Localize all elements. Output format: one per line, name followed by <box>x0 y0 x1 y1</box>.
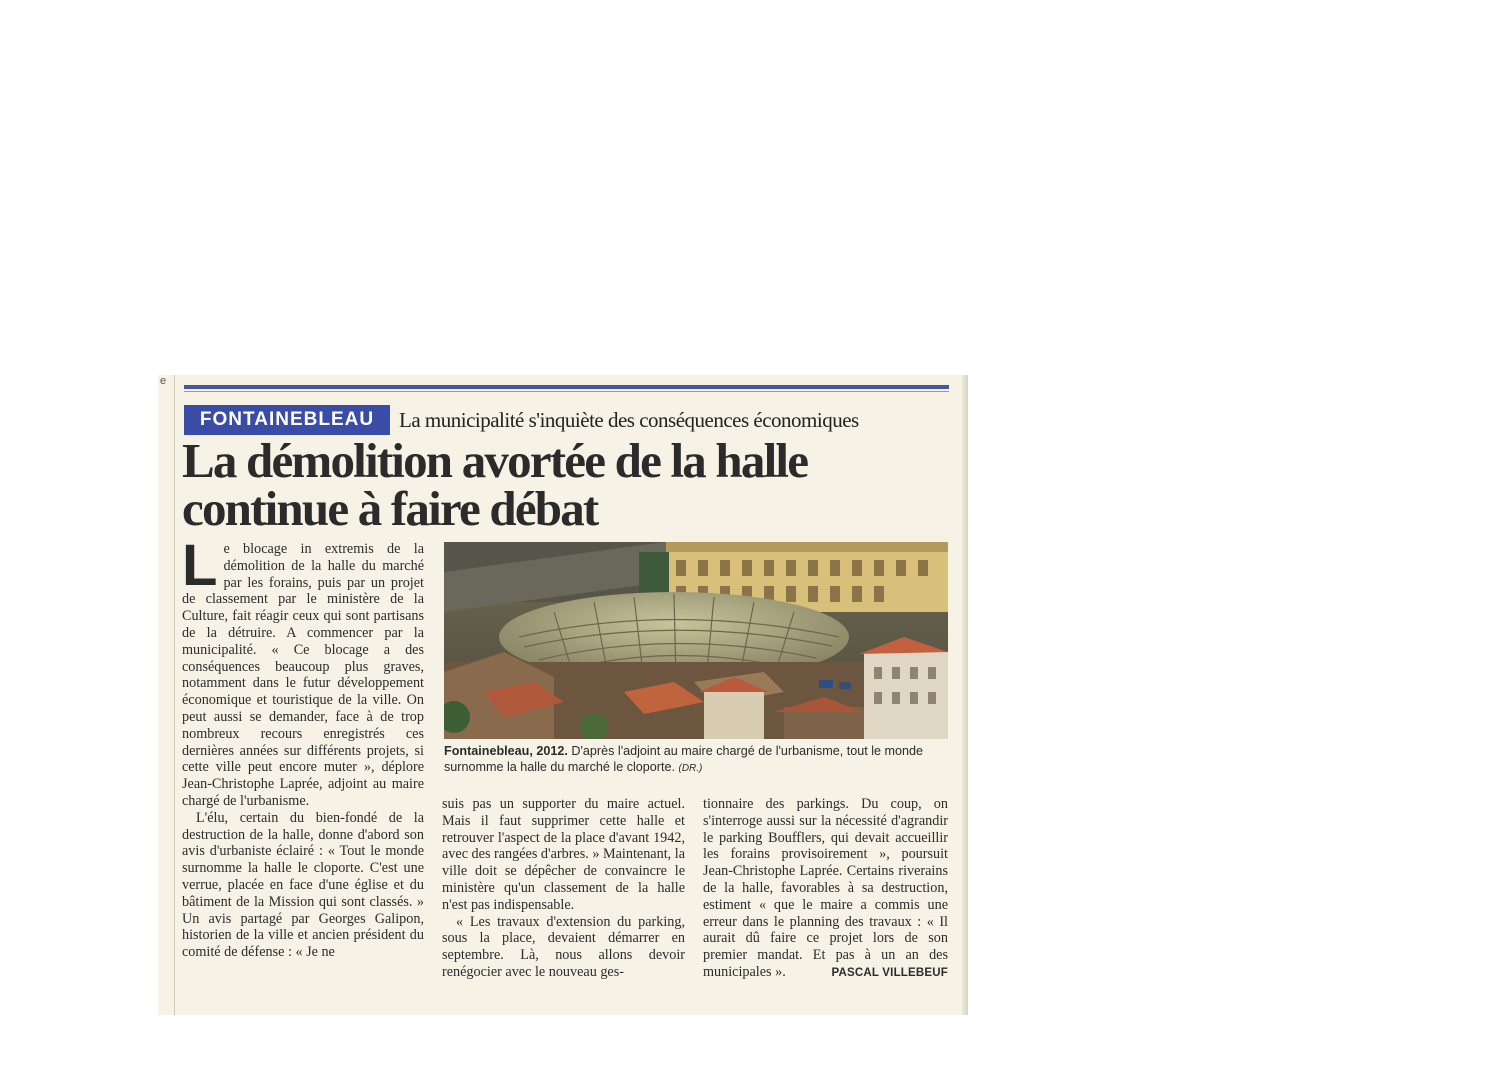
top-rule <box>184 385 949 389</box>
caption-text: D'après l'adjoint au maire chargé de l'urbanisme, tout le monde surnomme la halle du marché le cloporte. <box>444 744 924 774</box>
newspaper-clipping <box>158 375 968 1015</box>
byline: PASCAL VILLEBEUF <box>831 966 948 979</box>
kicker-row <box>184 405 954 435</box>
drop-cap: L <box>182 541 218 598</box>
headline <box>182 433 962 536</box>
headline-line-2: continue à faire débat <box>182 481 598 536</box>
paragraph-5-text: tionnaire des parkings. Du coup, on s'interroge aussi sur la nécessité d'agrandir le parking Boufflers, qui devait accueillir les forains provisoirement », poursuit Jean-Christophe Laprée. Certains riverains de la halle, favorables à sa destruction, estiment « que le maire a commis une erreur dans le planning des travaux : « Il aurait dû faire ce projet lors de son premier mandat. Et pas à un an des municipales ». <box>703 796 948 980</box>
headline-line-1: La démolition avortée de la halle <box>182 433 808 488</box>
subhead: La municipalité s'inquiète des conséquences économiques <box>399 408 859 432</box>
column-3 <box>703 796 948 1006</box>
column-1 <box>182 541 424 1001</box>
paragraph-5 <box>703 796 948 981</box>
paragraph-1-text: e blocage in extremis de la démolition de la halle du marché par les forains, puis par un projet de classement par le ministère de la Culture, fait réagir ceux qui sont partisans de la détruire. A commencer par la municipalité. « Ce blocage a des conséquences beaucoup plus graves, notamment dans le futur développement économique et touristique de la ville. On peut aussi se demander, face à de trop nombreux recours enregistrés ces dernières années sur différents projets, si cette ville peut encore muter », déplore Jean-Christophe Laprée, adjoint au maire chargé de l'urbanisme. <box>182 541 424 809</box>
paragraph-3: suis pas un supporter du maire actuel. Mais il faut supprimer cette halle et retrouver l'aspect de la place d'avant 1942, avec des rangées d'arbres. » Maintenant, la ville doit se dépêcher de convaincre le ministère qu'un classement de la halle n'est pas indispensable. <box>442 796 685 913</box>
photo-caption <box>444 743 954 777</box>
paragraph-1 <box>182 541 424 810</box>
paragraph-4: « Les travaux d'extension du parking, sous la place, devaient démarrer en septembre. Là, nous allons devoir renégocier avec le nouveau ges- <box>442 913 685 980</box>
caption-location: Fontainebleau, 2012. <box>444 744 568 758</box>
column-2 <box>442 796 685 1006</box>
paragraph-2: L'élu, certain du bien-fondé de la destruction de la halle, donne d'abord son avis d'urbaniste éclairé : « Tout le monde surnomme la halle le cloporte. C'est une verrue, placée en face d'une église et du bâtiment de la Mission qui sont classés. » Un avis partagé par Georges Galipon, historien de la ville et ancien président du comité de défense : « Je ne <box>182 809 424 961</box>
caption-credit: (DR.) <box>678 763 703 774</box>
margin-mark: e <box>160 375 167 387</box>
aerial-photo-illustration <box>444 542 948 739</box>
column-edge-line <box>174 375 175 1015</box>
photo-market-hall <box>444 542 948 739</box>
section-label: FONTAINEBLEAU <box>184 405 390 435</box>
